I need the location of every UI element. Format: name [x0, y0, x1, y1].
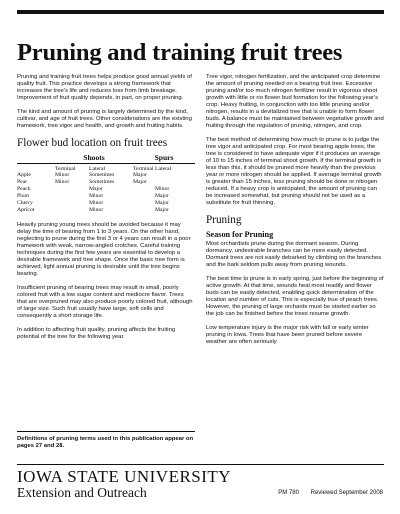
- table-row: [17, 193, 195, 200]
- best-time-paragraph: The best time to prune is in early spring, just before the beginning of active growth. At that time, wounds heal most readily and flower buds can be easily detected, enabling quick determination of the location and number of cuts. This is especially true of peach trees. However, the pruning of large orchards must be started earlier so the job can be finished before the trees resume growth.: [206, 275, 384, 318]
- table-row: [17, 207, 195, 214]
- row-spur-lateral: Major: [155, 200, 169, 207]
- row-shoot-terminal: [55, 200, 89, 207]
- row-spur-lateral: Major: [155, 193, 169, 200]
- row-shoot-lateral: Minor: [89, 206, 104, 213]
- row-spur-lateral: [155, 179, 195, 186]
- fruiting-potential-paragraph: In addition to affecting fruit quality, pruning affects the fruiting potential of the tree for the following year.: [17, 326, 176, 340]
- university-logo: IOWA STATE UNIVERSITY: [17, 467, 232, 486]
- insufficient-pruning-paragraph: Insufficient pruning of bearing trees may result in small, poorly colored fruit with a low sugar content and mediocre flavor. Trees that are overpruned may also produce poorly colored fruit, although of large size. Such fruit usually have large, soft cells and consequently a short storage life.: [17, 284, 193, 320]
- page-title: Pruning and training fruit trees: [17, 39, 343, 66]
- row-shoot-lateral: Minor: [89, 200, 104, 207]
- reviewed-date: Reviewed September 2008: [310, 490, 383, 496]
- extension-logo: Extension and Outreach: [17, 485, 147, 500]
- col-shoot-lateral: Lateral: [89, 165, 106, 172]
- row-fruit: Cherry: [17, 200, 33, 207]
- row-fruit: Peach: [17, 186, 31, 193]
- pub-number: PM 780: [278, 490, 299, 496]
- row-spur-lateral: Minor: [155, 186, 170, 193]
- table-heading: Flower bud location on fruit trees: [17, 136, 168, 149]
- row-spur-terminal: [133, 200, 155, 207]
- row-spur-terminal: [133, 207, 155, 214]
- row-shoot-terminal: [55, 193, 89, 200]
- low-temperature-paragraph: Low temperature injury is the major risk with fall or early winter pruning in Iowa. Trees that have been pruned before severe weather are often seriously: [206, 324, 369, 345]
- row-fruit: Apricot: [17, 206, 35, 213]
- publication-info: [278, 489, 383, 497]
- row-spur-lateral: Major: [155, 206, 169, 213]
- row-fruit: Apple: [17, 172, 31, 179]
- table-row: [17, 172, 195, 179]
- row-shoot-lateral: Major: [89, 186, 103, 193]
- row-fruit: Pear: [17, 179, 28, 186]
- pruning-heading: Pruning: [206, 214, 242, 227]
- table-column-header: [17, 163, 195, 172]
- pruning-factors-paragraph: The kind and amount of pruning is largely determined by the kind, cultivar, and age of fruit trees. Other considerations are the existing framework, tree vigor and health, and growth and fruiting habits.: [17, 108, 192, 129]
- row-shoot-terminal: [55, 207, 89, 214]
- intro-paragraph: Pruning and training fruit trees helps produce good annual yields of quality fruit. This practice develops a strong framework that increases the tree's life and reduces loss from limb breakage. Improvement of fruit quality depends, in part, on proper pruning.: [17, 74, 192, 102]
- how-much-to-prune-paragraph: The best method of determining how much to prune is to judge the tree vigor and anticipated crop. For most bearing apple trees, the tree is considered to have adequate vigor if it produces an average of 10 to 15 inches of terminal shoot growth. If the terminal growth is less than this, it should be pruned more heavily than the previous year or more nitrogen should be applied. If average terminal growth is greater than 15 inches, less pruning should be done or nitrogen reduced. If a heavy crop is anticipated, the amount of pruning can be increased somewhat, but pruning should not be used as a substitute for fruit thinning.: [206, 136, 382, 207]
- definitions-note: Definitions of pruning terms used in this publication appear on pages 27 and 28.: [17, 431, 195, 450]
- vigor-paragraph: Tree vigor, nitrogen fertilization, and the anticipated crop determine the amount of pruning needed on a bearing fruit tree. Excessive pruning and/or too much nitrogen fertilizer result in vigorous shoot growth with little or no flower bud formation for the following year's crop. Heavy fruiting, in conjunction with too little pruning and/or nitrogen, results in a devitalized tree that is unable to form flower buds. A balance must be maintained between vegetative growth and fruiting through the regulation of pruning, nitrogen, and crop.: [206, 74, 384, 130]
- left-column: [17, 74, 195, 347]
- row-shoot-lateral: Sometimes: [89, 179, 115, 186]
- col-spur-lateral: Lateral: [155, 165, 172, 172]
- col-shoot-terminal: Terminal: [55, 165, 76, 172]
- group-shoots: Shoots: [55, 153, 133, 164]
- col-spur-terminal: Terminal: [133, 165, 154, 172]
- table-row: [17, 200, 195, 207]
- row-spur-terminal: [133, 193, 155, 200]
- young-trees-paragraph: Heavily pruning young trees should be avoided because it may delay the time of bearing from 1 to 3 years. On the other hand, neglecting to prune during the first 3 or 4 years can result in a poor framework with weak, narrow-angled crotches. Careful training techniques during the first few years are essential to develop a desirable framework and tree shape. Once the basic tree form is achieved, light annual pruning is desirable until the tree begins bearing.: [17, 221, 191, 278]
- row-fruit: Plum: [17, 193, 30, 200]
- footer-rule: [17, 464, 384, 465]
- flower-bud-table: [17, 153, 195, 214]
- dormant-season-paragraph: Most orchardists prune during the dormant season. During dormancy, undesirable branches can be more easily detected. Dormant trees are not easily debarked by climbing on the branches and the bark seldom pulls away from pruning wounds.: [206, 241, 382, 269]
- table-row: [17, 186, 195, 193]
- table-group-header: [17, 153, 195, 164]
- row-spur-terminal: Major: [133, 179, 147, 186]
- row-shoot-lateral: Minor: [89, 193, 104, 200]
- row-shoot-terminal: Minor: [55, 172, 70, 179]
- group-spurs: Spurs: [133, 153, 195, 164]
- row-spur-terminal: [133, 186, 155, 193]
- row-shoot-lateral: Sometimes: [89, 172, 115, 179]
- right-column: [206, 74, 384, 352]
- row-spur-lateral: [155, 172, 195, 179]
- row-shoot-terminal: [55, 186, 89, 193]
- top-rule: [17, 10, 384, 14]
- table-row: [17, 179, 195, 186]
- season-subheading: Season for Pruning: [206, 230, 274, 240]
- row-spur-terminal: Major: [133, 172, 147, 179]
- row-shoot-terminal: Minor: [55, 179, 70, 186]
